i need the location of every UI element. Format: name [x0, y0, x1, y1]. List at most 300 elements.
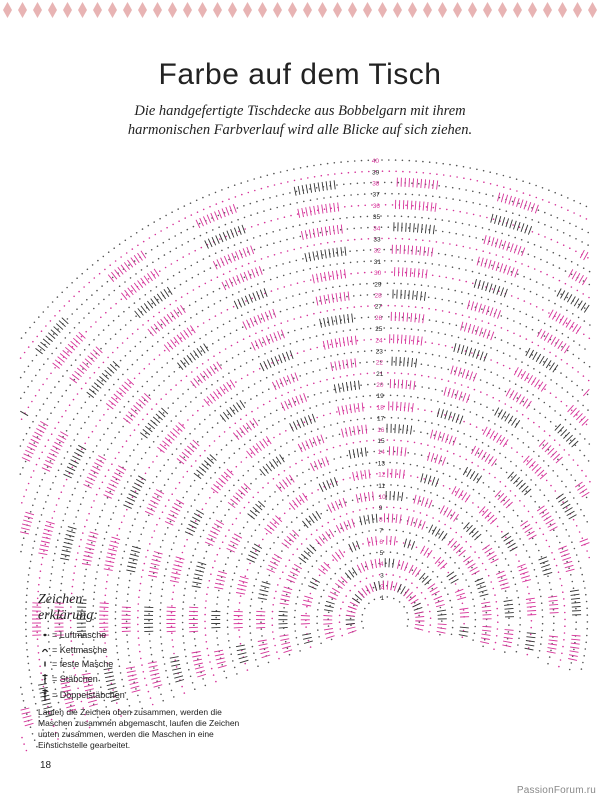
- chain-dot: [126, 252, 128, 254]
- chain-dot: [573, 340, 575, 342]
- chain-dot: [148, 467, 150, 469]
- chain-dot: [130, 236, 132, 238]
- chain-dot: [474, 295, 476, 297]
- chain-dot: [425, 341, 427, 343]
- chain-dot: [521, 239, 523, 241]
- stitch-mark: [98, 456, 106, 460]
- chain-dot: [209, 445, 211, 447]
- chain-dot: [336, 411, 338, 413]
- chain-dot: [506, 597, 508, 599]
- chain-dot: [327, 174, 329, 176]
- chain-dot: [528, 511, 530, 513]
- chain-dot: [312, 371, 314, 373]
- chain-dot: [407, 619, 409, 621]
- stitch-mark: [109, 545, 118, 547]
- chain-dot: [247, 427, 249, 429]
- chain-dot: [80, 539, 82, 541]
- chain-dot: [320, 243, 322, 245]
- chain-dot: [189, 433, 191, 435]
- stitch-mark: [322, 458, 325, 466]
- chain-dot: [107, 409, 109, 411]
- chain-dot: [50, 488, 52, 490]
- stitch-mark: [173, 569, 182, 571]
- chain-dot: [532, 394, 534, 396]
- stitch-mark: [514, 221, 517, 230]
- chain-dot: [542, 199, 544, 201]
- chain-dot: [454, 290, 456, 292]
- chain-dot: [179, 271, 181, 273]
- stitch-mark: [293, 530, 299, 536]
- chain-dot: [59, 442, 61, 444]
- chain-dot: [418, 352, 420, 354]
- chain-dot: [416, 465, 418, 467]
- chain-dot: [369, 542, 371, 544]
- stitch-mark: [236, 251, 239, 259]
- chain-dot: [208, 306, 210, 308]
- stitch-mark: [54, 327, 61, 333]
- chain-dot: [165, 267, 167, 269]
- chain-dot: [460, 596, 462, 598]
- chain-dot: [320, 164, 322, 166]
- chain-dot: [411, 487, 413, 489]
- stitch-mark: [510, 244, 513, 253]
- chain-dot: [94, 277, 96, 279]
- chain-dot: [91, 542, 93, 544]
- chain-dot: [541, 637, 543, 639]
- stitch-mark: [214, 587, 223, 589]
- stitch-mark: [442, 433, 445, 442]
- chain-dot: [328, 625, 330, 627]
- border-diamond: [63, 2, 72, 18]
- chain-dot: [113, 384, 115, 386]
- chain-dot: [577, 290, 579, 292]
- chain-dot: [354, 585, 356, 587]
- stitch-mark: [495, 215, 497, 224]
- chain-dot: [162, 589, 164, 591]
- chain-dot: [482, 227, 484, 229]
- chain-dot: [317, 428, 319, 430]
- chain-dot: [345, 564, 347, 566]
- chain-dot: [491, 276, 493, 278]
- stitch-mark: [190, 326, 195, 334]
- stitch-mark: [425, 498, 428, 507]
- chain-dot: [284, 513, 286, 515]
- chain-dot: [32, 547, 34, 549]
- chain-dot: [273, 478, 275, 480]
- chain-dot: [455, 233, 457, 235]
- chain-dot: [435, 218, 437, 220]
- stitch-mark: [515, 420, 520, 428]
- chain-dot: [241, 461, 243, 463]
- stitch-mark: [353, 542, 356, 550]
- stitch-mark: [171, 577, 180, 579]
- chain-dot: [76, 308, 78, 310]
- chain-dot: [197, 410, 199, 412]
- chain-dot: [276, 277, 278, 279]
- chain-dot: [363, 486, 365, 488]
- chain-dot: [408, 238, 410, 240]
- stitch-mark: [230, 541, 238, 545]
- chain-dot: [458, 256, 460, 258]
- chain-dot: [324, 498, 326, 500]
- stitch-mark: [187, 328, 192, 335]
- chain-dot: [284, 216, 286, 218]
- chain-dot: [266, 554, 268, 556]
- chain-dot: [369, 553, 371, 555]
- chain-dot: [307, 166, 309, 168]
- chain-dot: [409, 160, 411, 162]
- stitch-mark: [410, 380, 411, 389]
- chain-dot: [164, 533, 166, 535]
- stitch-mark: [461, 345, 464, 354]
- chain-dot: [66, 370, 68, 372]
- chain-dot: [456, 518, 458, 520]
- chain-dot: [194, 250, 196, 252]
- chain-dot: [113, 512, 115, 514]
- chain-dot: [373, 361, 375, 363]
- stitch-mark: [263, 439, 268, 446]
- chain-dot: [354, 160, 356, 162]
- stitch-mark: [321, 435, 324, 444]
- stitch-mark: [489, 260, 492, 269]
- chain-dot: [145, 521, 147, 523]
- chain-dot: [300, 387, 302, 389]
- chain-dot: [85, 402, 87, 404]
- chain-dot: [398, 350, 400, 352]
- chain-dot: [312, 222, 314, 224]
- chain-dot: [452, 278, 454, 280]
- chain-dot: [413, 522, 415, 524]
- chain-dot: [65, 390, 67, 392]
- chain-dot: [96, 405, 98, 407]
- chain-dot: [373, 451, 375, 453]
- stitch-mark: [310, 545, 316, 551]
- stitch-mark: [148, 423, 155, 429]
- chain-dot: [314, 176, 316, 178]
- chain-dot: [303, 350, 305, 352]
- chain-dot: [130, 475, 132, 477]
- stitch-mark: [49, 453, 57, 457]
- chain-dot: [337, 354, 339, 356]
- chain-dot: [50, 373, 52, 375]
- chain-dot: [34, 322, 36, 324]
- chain-dot: [348, 172, 350, 174]
- stitch-mark: [506, 502, 513, 508]
- chain-dot: [213, 512, 215, 514]
- stitch-mark: [34, 432, 42, 436]
- stitch-mark: [400, 402, 401, 411]
- stitch-mark: [223, 384, 228, 391]
- decorative-top-border: [0, 0, 600, 24]
- stitch-mark: [409, 178, 410, 187]
- chain-dot: [572, 396, 574, 398]
- chain-dot: [200, 455, 202, 457]
- chain-dot: [565, 419, 567, 421]
- chain-dot: [139, 298, 141, 300]
- stitch-mark: [179, 455, 186, 461]
- stitch-mark: [401, 586, 406, 594]
- chain-dot: [451, 607, 453, 609]
- chain-dot: [349, 477, 351, 479]
- stitch-mark: [227, 469, 234, 475]
- chain-dot: [513, 320, 515, 322]
- chain-dot: [266, 304, 268, 306]
- chain-dot: [288, 404, 290, 406]
- chain-dot: [247, 374, 249, 376]
- stitch-mark: [540, 356, 545, 364]
- stitch-mark: [84, 484, 92, 488]
- chain-dot: [532, 329, 534, 331]
- chain-dot: [586, 550, 588, 552]
- chain-dot: [131, 290, 133, 292]
- chain-dot: [77, 552, 79, 554]
- stitch-mark: [138, 253, 143, 260]
- chain-dot: [459, 279, 461, 281]
- chain-dot: [506, 472, 508, 474]
- stitch-mark: [132, 487, 140, 491]
- chain-dot: [160, 546, 162, 548]
- chain-dot: [281, 334, 283, 336]
- stitch-mark: [418, 496, 420, 505]
- stitch-mark: [481, 258, 483, 267]
- chain-dot: [153, 390, 155, 392]
- chain-dot: [28, 366, 30, 368]
- chain-dot: [236, 518, 238, 520]
- chain-dot: [342, 467, 344, 469]
- chain-dot: [209, 497, 211, 499]
- chain-dot: [569, 223, 571, 225]
- chain-dot: [402, 531, 404, 533]
- chain-dot: [474, 612, 476, 614]
- chain-dot: [559, 542, 561, 544]
- stitch-mark: [273, 309, 276, 318]
- chain-dot: [156, 371, 158, 373]
- stitch-mark: [421, 291, 422, 300]
- stitch-mark: [435, 203, 436, 212]
- chain-dot: [475, 226, 477, 228]
- stitch-mark: [397, 447, 398, 456]
- chain-dot: [371, 272, 373, 274]
- chain-dot: [581, 668, 583, 670]
- chain-dot: [108, 568, 110, 570]
- stitch-mark: [351, 336, 352, 345]
- chain-dot: [167, 362, 169, 364]
- stitch-mark: [104, 569, 113, 571]
- chain-dot: [418, 262, 420, 264]
- chain-dot: [438, 344, 440, 346]
- chain-dot: [125, 355, 127, 357]
- chain-dot: [156, 476, 158, 478]
- chain-dot: [172, 224, 174, 226]
- stitch-mark: [550, 363, 555, 371]
- stitch-mark: [349, 570, 354, 577]
- chain-dot: [225, 285, 227, 287]
- chain-dot: [313, 383, 315, 385]
- chain-dot: [195, 548, 197, 550]
- border-diamond: [513, 2, 522, 18]
- chain-dot: [38, 584, 40, 586]
- chain-dot: [316, 198, 318, 200]
- chain-dot: [151, 586, 153, 588]
- stitch-mark: [325, 606, 334, 608]
- chain-dot: [132, 396, 134, 398]
- chain-dot: [137, 391, 139, 393]
- stitch-mark: [20, 411, 28, 416]
- chain-dot: [337, 542, 339, 544]
- stitch-mark: [350, 427, 352, 436]
- chain-dot: [53, 560, 55, 562]
- chain-dot: [569, 492, 571, 494]
- chain-dot: [432, 263, 434, 265]
- chain-dot: [148, 320, 150, 322]
- chain-dot: [178, 530, 180, 532]
- chain-dot: [466, 201, 468, 203]
- stitch-mark: [569, 269, 573, 277]
- stitch-mark: [293, 500, 299, 507]
- chain-dot: [412, 205, 414, 207]
- chain-dot: [404, 261, 406, 263]
- stitch-mark: [454, 343, 456, 352]
- chain-dot: [490, 371, 492, 373]
- stitch-mark: [478, 450, 483, 458]
- chain-dot: [585, 642, 587, 644]
- stitch-mark: [68, 527, 77, 530]
- chain-dot: [203, 557, 205, 559]
- chain-dot: [548, 465, 550, 467]
- stitch-mark: [535, 205, 538, 214]
- chain-dot: [472, 202, 474, 204]
- chain-dot: [353, 363, 355, 365]
- chain-dot: [280, 487, 282, 489]
- chain-dot: [20, 357, 22, 359]
- chain-dot: [180, 443, 182, 445]
- stitch-mark: [475, 534, 482, 540]
- chain-dot: [221, 449, 223, 451]
- chain-dot: [185, 268, 187, 270]
- chain-dot: [165, 394, 167, 396]
- chain-dot: [554, 290, 556, 292]
- chain-dot: [346, 285, 348, 287]
- chain-dot: [112, 277, 114, 279]
- chain-dot: [170, 304, 172, 306]
- chain-dot: [57, 539, 59, 541]
- chain-dot: [194, 342, 196, 344]
- chain-dot: [327, 390, 329, 392]
- chain-dot: [26, 750, 28, 752]
- chain-dot: [115, 260, 117, 262]
- chain-dot: [157, 496, 159, 498]
- chain-dot: [470, 592, 472, 594]
- chain-dot: [94, 585, 96, 587]
- chain-dot: [527, 241, 529, 243]
- chain-dot: [525, 351, 527, 353]
- chain-dot: [435, 309, 437, 311]
- stitch-mark: [499, 240, 502, 249]
- chain-dot: [435, 594, 437, 596]
- chain-dot: [402, 160, 404, 162]
- chain-dot: [159, 518, 161, 520]
- chain-dot: [503, 175, 505, 177]
- chain-dot: [240, 418, 242, 420]
- chain-dot: [98, 334, 100, 336]
- chain-dot: [470, 411, 472, 413]
- stitch-mark: [324, 610, 333, 612]
- chain-dot: [331, 546, 333, 548]
- chain-dot: [544, 402, 546, 404]
- chain-dot: [257, 283, 259, 285]
- chain-dot: [97, 564, 99, 566]
- chain-dot: [500, 427, 502, 429]
- chain-dot: [300, 500, 302, 502]
- chain-dot: [587, 244, 589, 246]
- chain-dot: [462, 234, 464, 236]
- chain-dot: [462, 573, 464, 575]
- chain-dot: [231, 440, 233, 442]
- chain-dot: [582, 389, 584, 391]
- chain-dot: [253, 178, 255, 180]
- chain-dot: [326, 437, 328, 439]
- chain-dot: [374, 599, 376, 601]
- chain-dot: [46, 398, 48, 400]
- stitch-mark: [424, 292, 425, 301]
- chain-dot: [147, 413, 149, 415]
- chain-dot: [264, 500, 266, 502]
- chain-dot: [24, 392, 26, 394]
- chain-dot: [21, 502, 23, 504]
- stitch-mark: [412, 567, 417, 575]
- chain-dot: [283, 614, 285, 616]
- chain-dot: [144, 563, 146, 565]
- chain-dot: [456, 176, 458, 178]
- chain-dot: [381, 226, 383, 228]
- chain-dot: [308, 599, 310, 601]
- chain-dot: [551, 552, 553, 554]
- chain-dot: [387, 372, 389, 374]
- chain-dot: [526, 474, 528, 476]
- chain-dot: [544, 495, 546, 497]
- chain-dot: [23, 743, 25, 745]
- chain-dot: [521, 263, 523, 265]
- chain-dot: [522, 456, 524, 458]
- chain-dot: [20, 397, 22, 399]
- chain-dot: [99, 420, 101, 422]
- chain-dot: [248, 192, 250, 194]
- chain-dot: [246, 362, 248, 364]
- chain-dot: [384, 193, 386, 195]
- chain-dot: [173, 329, 175, 331]
- chain-dot: [579, 433, 581, 435]
- chain-dot: [238, 480, 240, 482]
- chain-dot: [225, 348, 227, 350]
- chain-dot: [272, 424, 274, 426]
- chain-dot: [484, 639, 486, 641]
- chain-dot: [511, 447, 513, 449]
- chain-dot: [99, 516, 101, 518]
- chain-dot: [516, 651, 518, 653]
- chain-dot: [269, 267, 271, 269]
- chain-dot: [577, 264, 579, 266]
- chain-dot: [589, 324, 591, 326]
- chain-dot: [475, 237, 477, 239]
- chain-dot: [548, 189, 550, 191]
- chain-dot: [356, 545, 358, 547]
- stitch-mark: [422, 269, 423, 278]
- stitch-mark: [261, 313, 264, 321]
- chain-dot: [331, 639, 333, 641]
- stitch-mark: [25, 512, 34, 515]
- chain-dot: [74, 566, 76, 568]
- chain-dot: [254, 260, 256, 262]
